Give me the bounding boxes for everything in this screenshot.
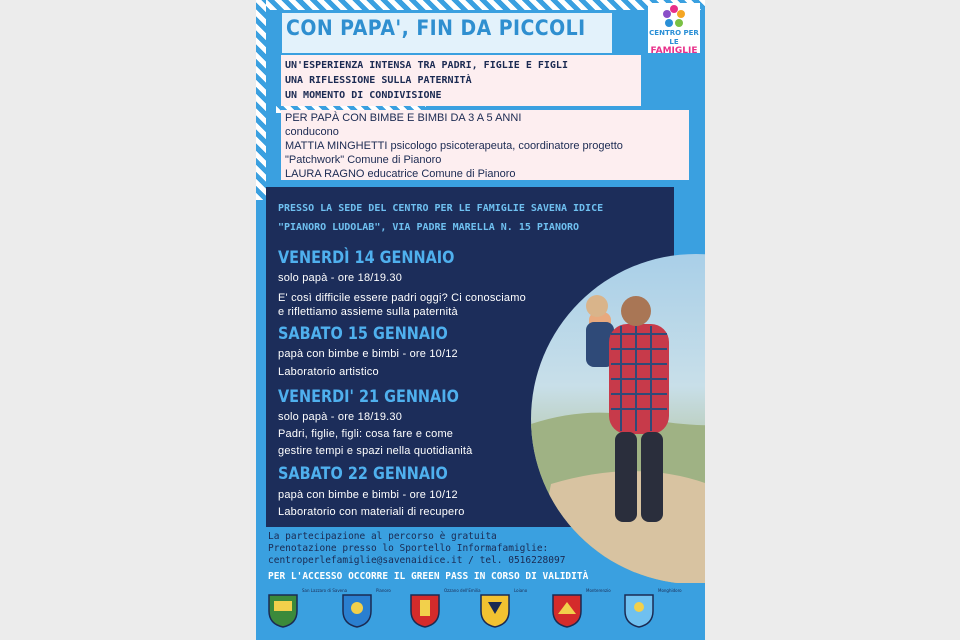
- footer-free: La partecipazione al percorso è gratuita: [268, 531, 497, 542]
- intro-line-3: UN MOMENTO DI CONDIVISIONE: [285, 90, 442, 101]
- crest-label-4: Loiano: [514, 588, 528, 593]
- crest-san-lazzaro-icon: [266, 592, 300, 628]
- event-3-who: solo papà - ore 18/19.30: [278, 411, 403, 423]
- footer-green-pass: PER L'ACCESSO OCCORRE IL GREEN PASS IN CORSO DI VALIDITÀ: [268, 571, 589, 582]
- footer-booking: Prenotazione presso lo Sportello Informafamiglie:: [268, 543, 549, 554]
- crest-monghidoro-icon: [622, 592, 656, 628]
- event-1-desc-1: E' così difficile essere padri oggi? Ci conosciamo: [278, 292, 526, 304]
- stripe-border-top: [256, 0, 705, 10]
- crest-loiano-icon: [478, 592, 512, 628]
- details-line-4: "Patchwork" Comune di Pianoro: [285, 154, 442, 166]
- intro-line-1: UN'ESPERIENZA INTENSA TRA PADRI, FIGLIE E FIGLI: [285, 60, 568, 71]
- event-3-date: VENERDI' 21 GENNAIO: [278, 387, 459, 407]
- details-line-5: LAURA RAGNO educatrice Comune di Pianoro: [285, 168, 516, 180]
- details-line-3: MATTIA MINGHETTI psicologo psicoterapeuta, coordinatore progetto: [285, 140, 623, 152]
- venue-line-2: "PIANORO LUDOLAB", VIA PADRE MARELLA N. 15 PIANORO: [278, 222, 580, 233]
- event-2-who: papà con bimbe e bimbi - ore 10/12: [278, 348, 458, 360]
- flower-logo-icon: [662, 5, 686, 29]
- stripe-border-left: [256, 0, 266, 200]
- event-1-who: solo papà - ore 18/19.30: [278, 272, 403, 284]
- municipality-crests: [256, 583, 705, 640]
- intro-line-2: UNA RIFLESSIONE SULLA PATERNITÀ: [285, 75, 472, 86]
- crest-monterenzio-icon: [550, 592, 584, 628]
- crest-label-3: Ozzano dell'Emilia: [444, 588, 481, 593]
- poster: [256, 0, 705, 640]
- event-2-date: SABATO 15 GENNAIO: [278, 324, 448, 344]
- event-1-date: VENERDÌ 14 GENNAIO: [278, 248, 455, 268]
- event-3-desc-2: gestire tempi e spazi nella quotidianità: [278, 445, 473, 457]
- crest-label-1: San Lazzaro di Savena: [302, 588, 348, 593]
- crest-label-6: Monghidoro: [658, 588, 682, 593]
- logo-line1: CENTRO PER LE: [649, 29, 699, 46]
- crest-pianoro-icon: [340, 592, 374, 628]
- event-2-desc-1: Laboratorio artistico: [278, 366, 379, 378]
- intro-box: [281, 55, 641, 106]
- event-4-date: SABATO 22 GENNAIO: [278, 464, 448, 484]
- details-box: [281, 110, 689, 180]
- logo-text: [648, 29, 700, 56]
- poster-title: CON PAPA', FIN DA PICCOLI: [286, 16, 586, 40]
- logo-line2: FAMIGLIE: [650, 46, 698, 56]
- details-line-1: PER PAPÀ CON BIMBE E BIMBI DA 3 A 5 ANNI: [285, 112, 522, 124]
- footer-contact[interactable]: centroperlefamiglie@savenaidice.it / tel. 0516228097: [268, 555, 566, 566]
- crest-ozzano-icon: [408, 592, 442, 628]
- crest-label-5: Monterenzio: [586, 588, 611, 593]
- event-1-desc-2: e riflettiamo assieme sulla paternità: [278, 306, 458, 318]
- event-3-desc-1: Padri, figlie, figli: cosa fare e come: [278, 428, 454, 440]
- details-line-2: conducono: [285, 126, 339, 138]
- crest-label-2: Pianoro: [376, 588, 391, 593]
- event-4-who: papà con bimbe e bimbi - ore 10/12: [278, 489, 458, 501]
- centro-famiglie-logo: [648, 3, 700, 56]
- venue-line-1: PRESSO LA SEDE DEL CENTRO PER LE FAMIGLIE SAVENA IDICE: [278, 203, 604, 214]
- event-4-desc-1: Laboratorio con materiali di recupero: [278, 506, 465, 518]
